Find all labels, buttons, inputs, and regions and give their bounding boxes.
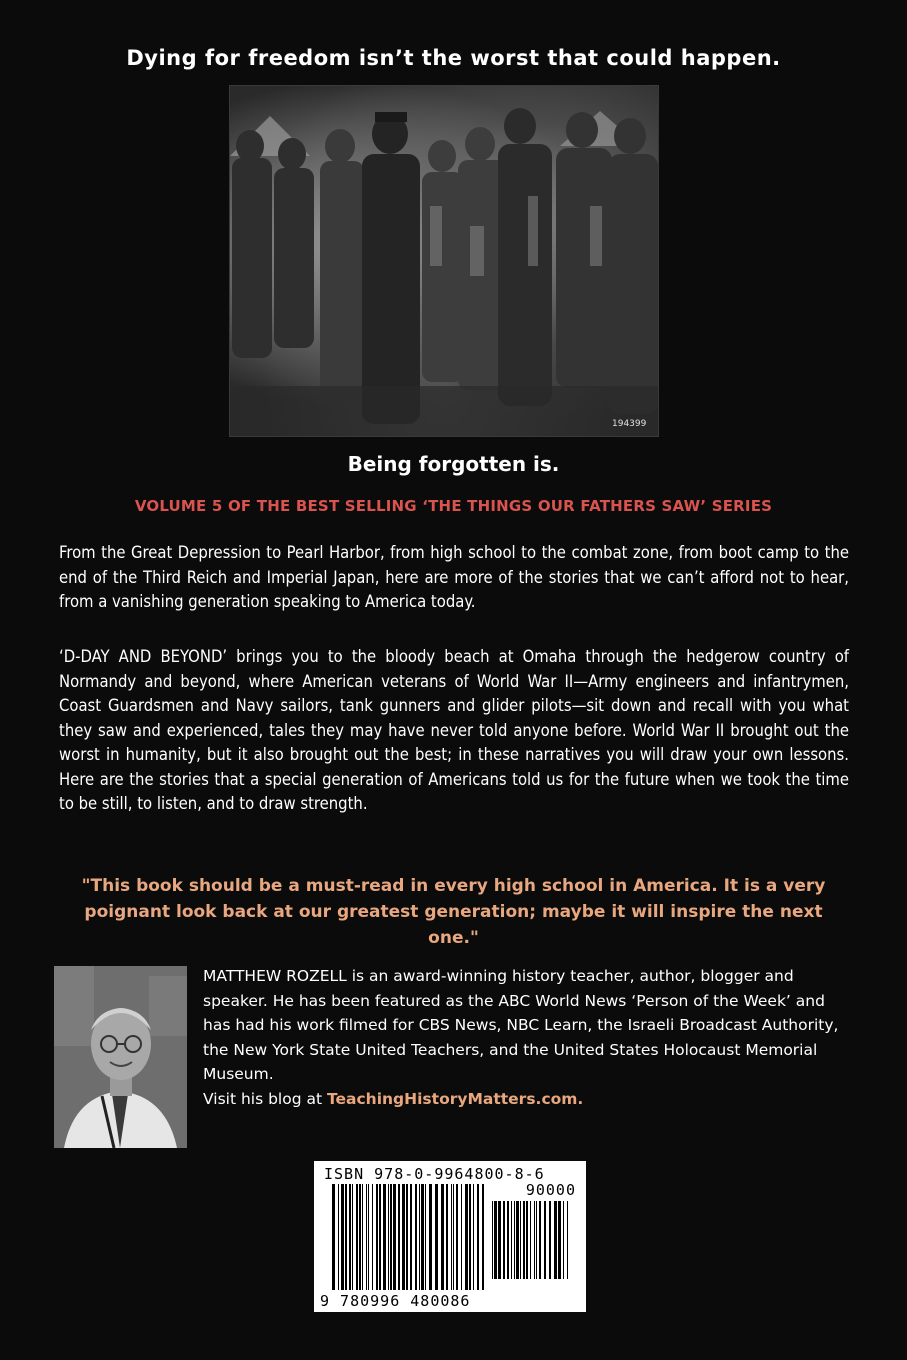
barcode-stripe <box>352 1184 353 1290</box>
review-quote: "This book should be a must-read in every high school in America. It is a very poignant look back at our greatest generation; maybe it will inspire the next one." <box>81 876 826 948</box>
barcode-stripe <box>563 1201 564 1279</box>
barcode-stripe <box>398 1184 400 1290</box>
barcode-stripe <box>494 1201 497 1279</box>
series-line: VOLUME 5 OF THE BEST SELLING ‘THE THINGS OUR FATHERS SAW’ SERIES <box>134 497 773 515</box>
barcode-stripe <box>539 1201 541 1279</box>
barcode-stripe <box>473 1184 474 1290</box>
barcode-stripe <box>511 1201 512 1279</box>
barcode-stripe <box>549 1201 551 1279</box>
barcode-stripe <box>492 1201 493 1279</box>
paragraph-intro: From the Great Depression to Pearl Harbor, from high school to the combat zone, from boot camp to the end of the Third Reich and Imperial Japan, here are more of the stories that we can’t afford not to hear, from a vanishing generation speaking to America today. <box>59 543 849 611</box>
bio-visit-prefix: Visit his blog at <box>203 1089 327 1108</box>
author-portrait <box>54 966 187 1148</box>
barcode-stripe <box>482 1184 484 1290</box>
headline: Dying for freedom isn’t the worst that could happen. <box>126 46 781 70</box>
photo-number: 194399 <box>612 419 647 429</box>
barcode-stripe <box>435 1184 438 1290</box>
blog-link[interactable]: TeachingHistoryMatters.com. <box>327 1089 584 1108</box>
barcode-stripe <box>503 1201 505 1279</box>
barcode-stripe <box>402 1184 405 1290</box>
barcode-stripe <box>376 1184 378 1290</box>
barcode-stripe <box>429 1184 432 1290</box>
barcode-stripe <box>451 1184 452 1290</box>
barcode-stripe <box>349 1184 351 1290</box>
barcode-stripe <box>341 1184 344 1290</box>
barcode-stripe <box>554 1201 557 1279</box>
barcode-stripe <box>465 1184 468 1290</box>
barcode-stripe <box>514 1201 515 1279</box>
barcode-stripe <box>425 1184 426 1290</box>
barcode-stripe <box>415 1184 417 1290</box>
price-code: 90000 <box>525 1181 576 1199</box>
barcode-stripe <box>453 1184 454 1290</box>
isbn-label: ISBN 978-0-9964800-8-6 <box>324 1165 545 1183</box>
barcode-stripe <box>421 1184 424 1290</box>
barcode-stripe <box>410 1184 412 1290</box>
barcode-stripe <box>507 1201 509 1279</box>
photo-illustration <box>230 86 658 436</box>
barcode-stripe <box>383 1184 386 1290</box>
barcode-stripe <box>530 1201 531 1279</box>
ean-barcode-bars <box>332 1184 488 1290</box>
cover-photo-soldiers <box>229 85 659 437</box>
barcode-stripe <box>356 1184 358 1290</box>
barcode-stripe <box>366 1184 367 1290</box>
barcode-stripe <box>390 1184 392 1290</box>
subheadline: Being forgotten is. <box>347 452 560 476</box>
barcode-stripe <box>332 1184 335 1290</box>
barcode-stripe <box>567 1201 568 1279</box>
barcode-stripe <box>558 1201 561 1279</box>
barcode-stripe <box>338 1184 339 1290</box>
barcode-stripe <box>544 1201 546 1279</box>
barcode-stripe <box>523 1201 525 1279</box>
barcode-stripe <box>372 1184 373 1290</box>
barcode-stripe <box>469 1184 471 1290</box>
bio-text: MATTHEW ROZELL is an award-winning history teacher, author, blogger and speaker. He has been featured as the ABC World News ‘Person of the Week’ and has had his work filmed for CBS News, NBC Learn, the Israeli Broadcast Authority, the New York State United Teachers, and the United States Holocaust Memorial Museum. <box>203 967 839 1083</box>
barcode-stripe <box>536 1201 537 1279</box>
paragraph-description: ‘D-DAY AND BEYOND’ brings you to the bloody beach at Omaha through the hedgerow country of Normandy and beyond, where American veterans of World War II—Army engineers and infantrymen, Coast Guardsmen and Navy sailors, tank gunners and glider pilots—sit down and recall with you what they saw and experienced, tales they may have never told anyone before. World War II brought out the worst in humanity, but it also brought out the best; in these narratives you will draw your own lessons. Here are the stories that a special generation of Americans told us for the future when we took the time to be still, to listen, and to draw strength. <box>59 647 849 813</box>
barcode-stripe <box>368 1184 369 1290</box>
ean-number: 9 780996 480086 <box>320 1292 471 1310</box>
barcode-stripe <box>441 1184 444 1290</box>
barcode-stripe <box>362 1184 363 1290</box>
barcode-stripe <box>379 1184 381 1290</box>
barcode-stripe <box>359 1184 361 1290</box>
barcode-stripe <box>345 1184 347 1290</box>
barcode-stripe <box>498 1201 501 1279</box>
barcode-stripe <box>520 1201 521 1279</box>
price-barcode-bars <box>492 1201 572 1279</box>
barcode-stripe <box>477 1184 479 1290</box>
isbn-barcode <box>314 1161 586 1312</box>
barcode-stripe <box>406 1184 408 1290</box>
author-photo <box>54 966 187 1148</box>
barcode-stripe <box>446 1184 448 1290</box>
barcode-stripe <box>393 1184 396 1290</box>
barcode-stripe <box>526 1201 528 1279</box>
barcode-stripe <box>456 1184 458 1290</box>
barcode-stripe <box>461 1184 462 1290</box>
author-bio <box>203 964 853 1111</box>
barcode-stripe <box>534 1201 535 1279</box>
barcode-stripe <box>419 1184 420 1290</box>
barcode-stripe <box>388 1184 389 1290</box>
barcode-stripe <box>516 1201 519 1279</box>
